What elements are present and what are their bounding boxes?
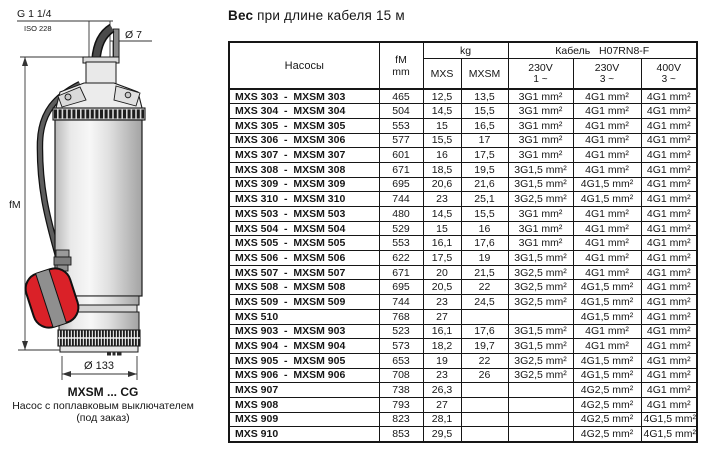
- table-row: [229, 368, 697, 383]
- kg-mxs-cell: 15: [423, 221, 461, 236]
- caption-line1: Насос с поплавковым выключателем: [12, 400, 194, 412]
- cable-diameter-label: Ø 7: [125, 29, 142, 41]
- table-row: [229, 133, 697, 148]
- cable-230v1-cell: 3G1 mm²: [508, 207, 573, 222]
- cable-400v3-cell: 4G1 mm²: [641, 89, 697, 104]
- weight-table-header: [229, 42, 697, 89]
- cable-230v3-cell: 4G1 mm²: [573, 265, 641, 280]
- cable-400v3-cell: 4G1 mm²: [641, 221, 697, 236]
- pump-model-cell: MXS 907: [229, 383, 379, 398]
- kg-mxs-cell: 18,5: [423, 162, 461, 177]
- fm-mm-cell: 577: [379, 133, 423, 148]
- pump-model-cell: MXS 305 - MXSM 305: [229, 118, 379, 133]
- kg-mxs-cell: 18,2: [423, 339, 461, 354]
- table-row: [229, 412, 697, 427]
- cable-230v3-cell: 4G1 mm²: [573, 118, 641, 133]
- table-row: [229, 280, 697, 295]
- cable-400v3-cell: 4G1 mm²: [641, 324, 697, 339]
- cable-400v3-cell: 4G1 mm²: [641, 192, 697, 207]
- header-fm-unit: mm: [392, 65, 410, 78]
- vent-ring: [53, 108, 145, 120]
- cable-230v3-cell: 4G2,5 mm²: [573, 397, 641, 412]
- fm-mm-cell: 465: [379, 89, 423, 104]
- fm-mm-cell: 744: [379, 295, 423, 310]
- table-row: [229, 427, 697, 442]
- fm-mm-cell: 523: [379, 324, 423, 339]
- fm-mm-cell: 504: [379, 104, 423, 119]
- cable-400v3-cell: 4G1 mm²: [641, 397, 697, 412]
- table-row: [229, 177, 697, 192]
- pump-model-cell: MXS 510: [229, 309, 379, 324]
- cable-230v3-cell: 4G1,5 mm²: [573, 280, 641, 295]
- cable-230v1-cell: 3G1,5 mm²: [508, 251, 573, 266]
- header-cable-code: H07RN8-F: [599, 44, 650, 57]
- cable-230v1-cell: 3G1 mm²: [508, 133, 573, 148]
- kg-mxs-cell: 15,5: [423, 133, 461, 148]
- fm-mm-cell: 622: [379, 251, 423, 266]
- table-row: [229, 265, 697, 280]
- pump-model-cell: MXS 307 - MXSM 307: [229, 148, 379, 163]
- cable-230v3-cell: 4G1 mm²: [573, 207, 641, 222]
- kg-mxs-cell: 23: [423, 368, 461, 383]
- kg-mxs-cell: 20,6: [423, 177, 461, 192]
- table-row: [229, 324, 697, 339]
- kg-mxsm-cell: [461, 397, 508, 412]
- cable-230v1-cell: [508, 412, 573, 427]
- weight-table-body: [229, 89, 697, 442]
- weight-table: [228, 41, 698, 443]
- fm-mm-cell: 601: [379, 148, 423, 163]
- table-row: [229, 104, 697, 119]
- cable-230v1-cell: 3G2,5 mm²: [508, 192, 573, 207]
- header-pumps: Насосы: [229, 42, 379, 89]
- thread-label: G 1 1/4: [17, 8, 52, 20]
- fm-mm-cell: 738: [379, 383, 423, 398]
- kg-mxs-cell: 29,5: [423, 427, 461, 442]
- fm-mm-cell: 653: [379, 353, 423, 368]
- table-row: [229, 309, 697, 324]
- caption-line2: (под заказ): [76, 412, 130, 424]
- cable-230v3-cell: 4G1,5 mm²: [573, 368, 641, 383]
- header-cable-word: Кабель: [555, 44, 591, 57]
- cable-400v3-cell: 4G1 mm²: [641, 207, 697, 222]
- cable-230v3-cell: 4G1 mm²: [573, 236, 641, 251]
- cable-230v1-cell: 3G2,5 mm²: [508, 280, 573, 295]
- kg-mxs-cell: 14,5: [423, 104, 461, 119]
- cable-230v3-cell: 4G1,5 mm²: [573, 192, 641, 207]
- pump-model-cell: MXS 303 - MXSM 303: [229, 89, 379, 104]
- cable-400v3-cell: 4G1,5 mm²: [641, 412, 697, 427]
- cable-400v3-cell: 4G1 mm²: [641, 162, 697, 177]
- pump-model-cell: MXS 509 - MXSM 509: [229, 295, 379, 310]
- cable-400v3-cell: 4G1 mm²: [641, 133, 697, 148]
- cable-400v3-cell: 4G1 mm²: [641, 353, 697, 368]
- kg-mxsm-cell: 19: [461, 251, 508, 266]
- kg-mxsm-cell: 15,5: [461, 207, 508, 222]
- cable-230v3-cell: 4G2,5 mm²: [573, 383, 641, 398]
- cable-230v1-cell: [508, 427, 573, 442]
- kg-mxsm-cell: [461, 412, 508, 427]
- cable-400v3-cell: 4G1 mm²: [641, 104, 697, 119]
- pump-model-cell: MXS 905 - MXSM 905: [229, 353, 379, 368]
- cable-400v3-cell: 4G1,5 mm²: [641, 427, 697, 442]
- cable-230v1-cell: 3G2,5 mm²: [508, 295, 573, 310]
- kg-mxsm-cell: 13,5: [461, 89, 508, 104]
- kg-mxs-cell: 16,1: [423, 236, 461, 251]
- header-cable: [508, 42, 697, 59]
- cable-400v3-cell: 4G1 mm²: [641, 339, 697, 354]
- table-row: [229, 295, 697, 310]
- cable-230v1-cell: 3G1,5 mm²: [508, 177, 573, 192]
- pump-model-cell: MXS 903 - MXSM 903: [229, 324, 379, 339]
- kg-mxs-cell: 23: [423, 192, 461, 207]
- kg-mxsm-cell: 21,6: [461, 177, 508, 192]
- cable-400v3-cell: 4G1 mm²: [641, 309, 697, 324]
- table-row: [229, 236, 697, 251]
- kg-mxsm-cell: 15,5: [461, 104, 508, 119]
- table-row: [229, 89, 697, 104]
- fm-mm-cell: 695: [379, 280, 423, 295]
- cable-230v1-cell: 3G2,5 mm²: [508, 265, 573, 280]
- cable-230v3-cell: 4G1,5 mm²: [573, 295, 641, 310]
- cable-230v1-cell: 3G1,5 mm²: [508, 339, 573, 354]
- pump-model-cell: MXS 503 - MXSM 503: [229, 207, 379, 222]
- cable-400v3-cell: 4G1 mm²: [641, 368, 697, 383]
- header-400v-3ph: 400V 3 ~: [641, 59, 697, 90]
- table-row: [229, 383, 697, 398]
- kg-mxsm-cell: 17,6: [461, 236, 508, 251]
- cable-400v3-cell: 4G1 mm²: [641, 383, 697, 398]
- kg-mxsm-cell: [461, 383, 508, 398]
- cable-230v3-cell: 4G1,5 mm²: [573, 309, 641, 324]
- cable-400v3-cell: 4G1 mm²: [641, 265, 697, 280]
- cable-230v3-cell: 4G1,5 mm²: [573, 353, 641, 368]
- pump-model-cell: MXS 910: [229, 427, 379, 442]
- fm-mm-cell: 823: [379, 412, 423, 427]
- pump-model-cell: MXS 506 - MXSM 506: [229, 251, 379, 266]
- cable-230v1-cell: 3G2,5 mm²: [508, 353, 573, 368]
- kg-mxs-cell: 27: [423, 397, 461, 412]
- cable-230v3-cell: 4G1 mm²: [573, 324, 641, 339]
- caption-model: MXSM ... CG: [67, 385, 139, 399]
- cable-230v3-cell: 4G1 mm²: [573, 148, 641, 163]
- cable-230v3-cell: 4G1 mm²: [573, 133, 641, 148]
- cable-400v3-cell: 4G1 mm²: [641, 295, 697, 310]
- fm-dimension-label: fM: [9, 199, 21, 211]
- pump-base: [60, 346, 138, 352]
- base-diameter-label: Ø 133: [84, 360, 114, 372]
- fm-mm-cell: 853: [379, 427, 423, 442]
- kg-mxsm-cell: 25,1: [461, 192, 508, 207]
- cable-230v3-cell: 4G1 mm²: [573, 89, 641, 104]
- kg-mxsm-cell: 22: [461, 280, 508, 295]
- header-kg: kg: [423, 42, 508, 59]
- kg-mxsm-cell: 17,5: [461, 148, 508, 163]
- pump-model-cell: MXS 908: [229, 397, 379, 412]
- fm-mm-cell: 553: [379, 236, 423, 251]
- fm-mm-cell: 708: [379, 368, 423, 383]
- drawing-ref-mark: [107, 352, 122, 356]
- header-fm-symbol: fM: [395, 53, 407, 66]
- kg-mxsm-cell: 16: [461, 221, 508, 236]
- title-bold: Вес: [228, 8, 254, 23]
- cable-230v3-cell: 4G1 mm²: [573, 104, 641, 119]
- title-rest: при длине кабеля 15 м: [253, 8, 405, 23]
- kg-mxs-cell: 23: [423, 295, 461, 310]
- fm-mm-cell: 768: [379, 309, 423, 324]
- cable-400v3-cell: 4G1 mm²: [641, 280, 697, 295]
- kg-mxsm-cell: 17: [461, 133, 508, 148]
- kg-mxs-cell: 17,5: [423, 251, 461, 266]
- kg-mxsm-cell: 19,7: [461, 339, 508, 354]
- fm-mm-cell: 695: [379, 177, 423, 192]
- pump-model-cell: MXS 508 - MXSM 508: [229, 280, 379, 295]
- pump-model-cell: MXS 909: [229, 412, 379, 427]
- table-row: [229, 397, 697, 412]
- pump-model-cell: MXS 310 - MXSM 310: [229, 192, 379, 207]
- power-cable-top: [114, 29, 120, 59]
- fm-mm-cell: 480: [379, 207, 423, 222]
- kg-mxs-cell: 20,5: [423, 280, 461, 295]
- table-row: [229, 207, 697, 222]
- fm-mm-cell: 529: [379, 221, 423, 236]
- pump-model-cell: MXS 505 - MXSM 505: [229, 236, 379, 251]
- cable-230v1-cell: [508, 383, 573, 398]
- cable-400v3-cell: 4G1 mm²: [641, 148, 697, 163]
- fm-mm-cell: 744: [379, 192, 423, 207]
- cable-230v1-cell: 3G1 mm²: [508, 104, 573, 119]
- table-row: [229, 353, 697, 368]
- kg-mxsm-cell: 22: [461, 353, 508, 368]
- page-title: [228, 8, 405, 23]
- kg-mxsm-cell: 16,5: [461, 118, 508, 133]
- cable-230v3-cell: 4G1,5 mm²: [573, 177, 641, 192]
- table-row: [229, 148, 697, 163]
- cable-230v1-cell: 3G1 mm²: [508, 118, 573, 133]
- header-kg-mxs: MXS: [423, 59, 461, 90]
- cable-230v1-cell: 3G2,5 mm²: [508, 368, 573, 383]
- kg-mxs-cell: 26,3: [423, 383, 461, 398]
- pump-model-cell: MXS 507 - MXSM 507: [229, 265, 379, 280]
- cable-230v3-cell: 4G1 mm²: [573, 162, 641, 177]
- header-230v-1ph: 230V 1 ~: [508, 59, 573, 90]
- pump-model-cell: MXS 309 - MXSM 309: [229, 177, 379, 192]
- kg-mxs-cell: 14,5: [423, 207, 461, 222]
- fm-mm-cell: 793: [379, 397, 423, 412]
- cable-230v1-cell: 3G1 mm²: [508, 148, 573, 163]
- pump-body-group: [20, 28, 145, 356]
- table-row: [229, 251, 697, 266]
- kg-mxs-cell: 16,1: [423, 324, 461, 339]
- drawing-caption: [0, 385, 206, 424]
- cable-230v3-cell: 4G1 mm²: [573, 221, 641, 236]
- kg-mxsm-cell: 21,5: [461, 265, 508, 280]
- cable-230v3-cell: 4G1 mm²: [573, 251, 641, 266]
- cable-400v3-cell: 4G1 mm²: [641, 236, 697, 251]
- cable-230v1-cell: [508, 309, 573, 324]
- kg-mxs-cell: 16: [423, 148, 461, 163]
- kg-mxs-cell: 27: [423, 309, 461, 324]
- kg-mxs-cell: 28,1: [423, 412, 461, 427]
- kg-mxs-cell: 20: [423, 265, 461, 280]
- cable-230v3-cell: 4G2,5 mm²: [573, 412, 641, 427]
- cable-230v1-cell: 3G1,5 mm²: [508, 324, 573, 339]
- pump-model-cell: MXS 304 - MXSM 304: [229, 104, 379, 119]
- cable-230v1-cell: 3G1 mm²: [508, 221, 573, 236]
- cable-230v3-cell: 4G2,5 mm²: [573, 427, 641, 442]
- cable-400v3-cell: 4G1 mm²: [641, 251, 697, 266]
- header-fm: [379, 42, 423, 89]
- pump-model-cell: MXS 308 - MXSM 308: [229, 162, 379, 177]
- header-230v-3ph: 230V 3 ~: [573, 59, 641, 90]
- kg-mxs-cell: 12,5: [423, 89, 461, 104]
- fm-mm-cell: 553: [379, 118, 423, 133]
- kg-mxsm-cell: 19,5: [461, 162, 508, 177]
- cable-230v1-cell: 3G1,5 mm²: [508, 162, 573, 177]
- fm-mm-cell: 573: [379, 339, 423, 354]
- cable-230v1-cell: 3G1 mm²: [508, 236, 573, 251]
- table-row: [229, 221, 697, 236]
- table-row: [229, 118, 697, 133]
- cable-230v1-cell: [508, 397, 573, 412]
- kg-mxsm-cell: 26: [461, 368, 508, 383]
- fm-mm-cell: 671: [379, 162, 423, 177]
- kg-mxsm-cell: [461, 427, 508, 442]
- table-row: [229, 162, 697, 177]
- pump-model-cell: MXS 906 - MXSM 906: [229, 368, 379, 383]
- fm-mm-cell: 671: [379, 265, 423, 280]
- kg-mxs-cell: 15: [423, 118, 461, 133]
- cable-230v3-cell: 4G1 mm²: [573, 339, 641, 354]
- table-row: [229, 339, 697, 354]
- kg-mxs-cell: 19: [423, 353, 461, 368]
- table-row: [229, 192, 697, 207]
- kg-mxsm-cell: [461, 309, 508, 324]
- pump-model-cell: MXS 306 - MXSM 306: [229, 133, 379, 148]
- cable-230v1-cell: 3G1 mm²: [508, 89, 573, 104]
- kg-mxsm-cell: 17,6: [461, 324, 508, 339]
- cable-400v3-cell: 4G1 mm²: [641, 118, 697, 133]
- header-kg-mxsm: MXSM: [461, 59, 508, 90]
- cable-400v3-cell: 4G1 mm²: [641, 177, 697, 192]
- pump-model-cell: MXS 904 - MXSM 904: [229, 339, 379, 354]
- kg-mxsm-cell: 24,5: [461, 295, 508, 310]
- thread-standard-label: ISO 228: [24, 24, 52, 33]
- pump-model-cell: MXS 504 - MXSM 504: [229, 221, 379, 236]
